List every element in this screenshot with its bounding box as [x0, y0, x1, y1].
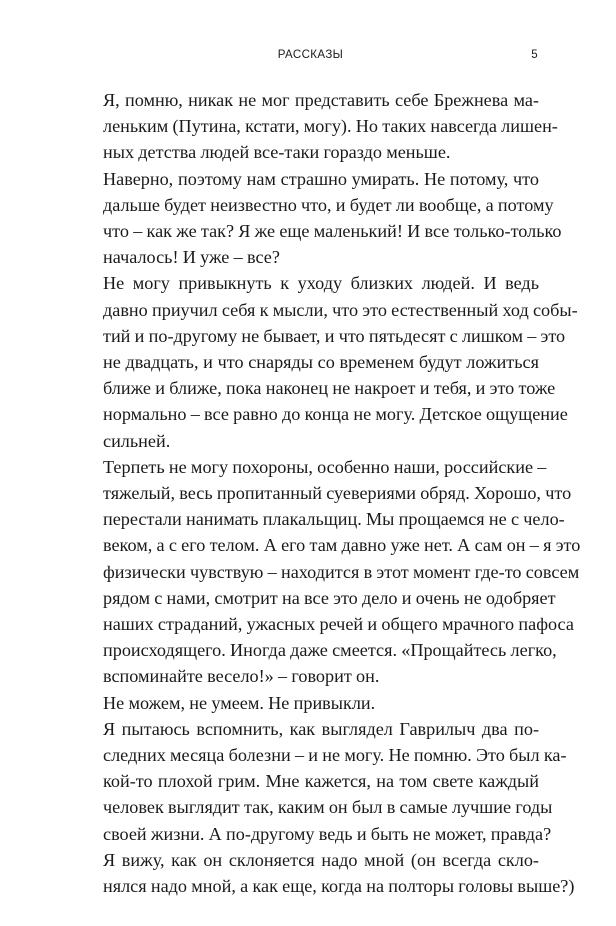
- text-line: вспоминайте весело!» – говорит он.: [103, 666, 380, 687]
- text-line: Не можем, не умеем. Не привыкли.: [103, 692, 376, 713]
- text-line: началось! И уже – все?: [103, 247, 280, 268]
- page-header: [83, 49, 538, 69]
- text-line: Терпеть не могу похороны, особенно наши, российские –: [103, 456, 547, 477]
- text-line: леньким (Путина, кстати, могу). Но таких навсегда лишен-: [103, 116, 558, 137]
- text-line: своей жизни. А по-другому ведь и быть не может, правда?: [103, 823, 552, 844]
- text-line: что – как же так? Я же еще маленький! И все только-только: [103, 221, 562, 242]
- paragraph: [78, 690, 539, 716]
- body-text: [78, 87, 581, 899]
- text-line: Я пытаюсь вспомнить, как выглядел Гаврилыч два по-: [103, 718, 539, 739]
- text-line: рядом с нами, смотрит на все это дело и очень не одобряет: [103, 587, 556, 608]
- text-line: давно приучил себя к мысли, что это естественный ход собы-: [103, 299, 578, 320]
- text-line: нялся надо мной, а как еще, когда на полторы головы выше?): [103, 876, 575, 897]
- text-line: тий и по-другому не бывает, и что пятьдесят с лишком – это: [103, 325, 566, 346]
- text-line: дальше будет неизвестно что, и будет ли вообще, а потому: [103, 194, 554, 215]
- text-line: происходящего. Иногда даже смеется. «Прощайтесь легко,: [103, 640, 557, 661]
- text-line: наших страданий, ужасных речей и общего мрачного пафоса: [103, 614, 574, 635]
- text-line: перестали нанимать плакальщиц. Мы прощаемся не с чело-: [103, 509, 565, 530]
- paragraph: [78, 166, 562, 271]
- text-line: кой-то плохой грим. Мне кажется, на том свете каждый: [103, 771, 539, 792]
- page-number: 5: [531, 49, 538, 61]
- paragraph: [78, 716, 567, 847]
- text-line: тяжелый, весь пропитанный суевериями обряд. Хорошо, что: [103, 483, 572, 504]
- text-line: человек выглядит так, каким он был в самые лучшие годы: [103, 797, 553, 818]
- text-line: ближе и ближе, пока наконец не накроет и тебя, и это тоже: [103, 378, 556, 399]
- paragraph: [78, 454, 581, 690]
- text-line: следних месяца болезни – и не могу. Не помню. Это был ка-: [103, 745, 567, 766]
- text-line: Я вижу, как он склоняется надо мной (он всегда скло-: [103, 849, 539, 870]
- text-line: Я, помню, никак не мог представить себе Брежнева ма-: [103, 90, 539, 110]
- paragraph: [78, 87, 558, 166]
- text-line: Наверно, поэтому нам страшно умирать. Не потому, что: [103, 168, 539, 189]
- paragraph: [78, 847, 575, 899]
- running-head: РАССКАЗЫ: [277, 49, 344, 61]
- text-line: нормально – все равно до конца не могу. Детское ощущение: [103, 404, 568, 425]
- text-line: сильней.: [103, 430, 171, 451]
- text-line: веком, а с его телом. А его там давно уже нет. А сам он – я это: [103, 535, 581, 556]
- text-line: ных детства людей все-таки гораздо меньше.: [103, 142, 451, 163]
- text-line: физически чувствую – находится в этот момент где-то совсем: [103, 561, 580, 582]
- paragraph: [78, 270, 578, 453]
- text-line: Не могу привыкнуть к уходу близких людей. И ведь: [103, 273, 539, 294]
- text-line: не двадцать, и что снаряды со временем будут ложиться: [103, 352, 539, 373]
